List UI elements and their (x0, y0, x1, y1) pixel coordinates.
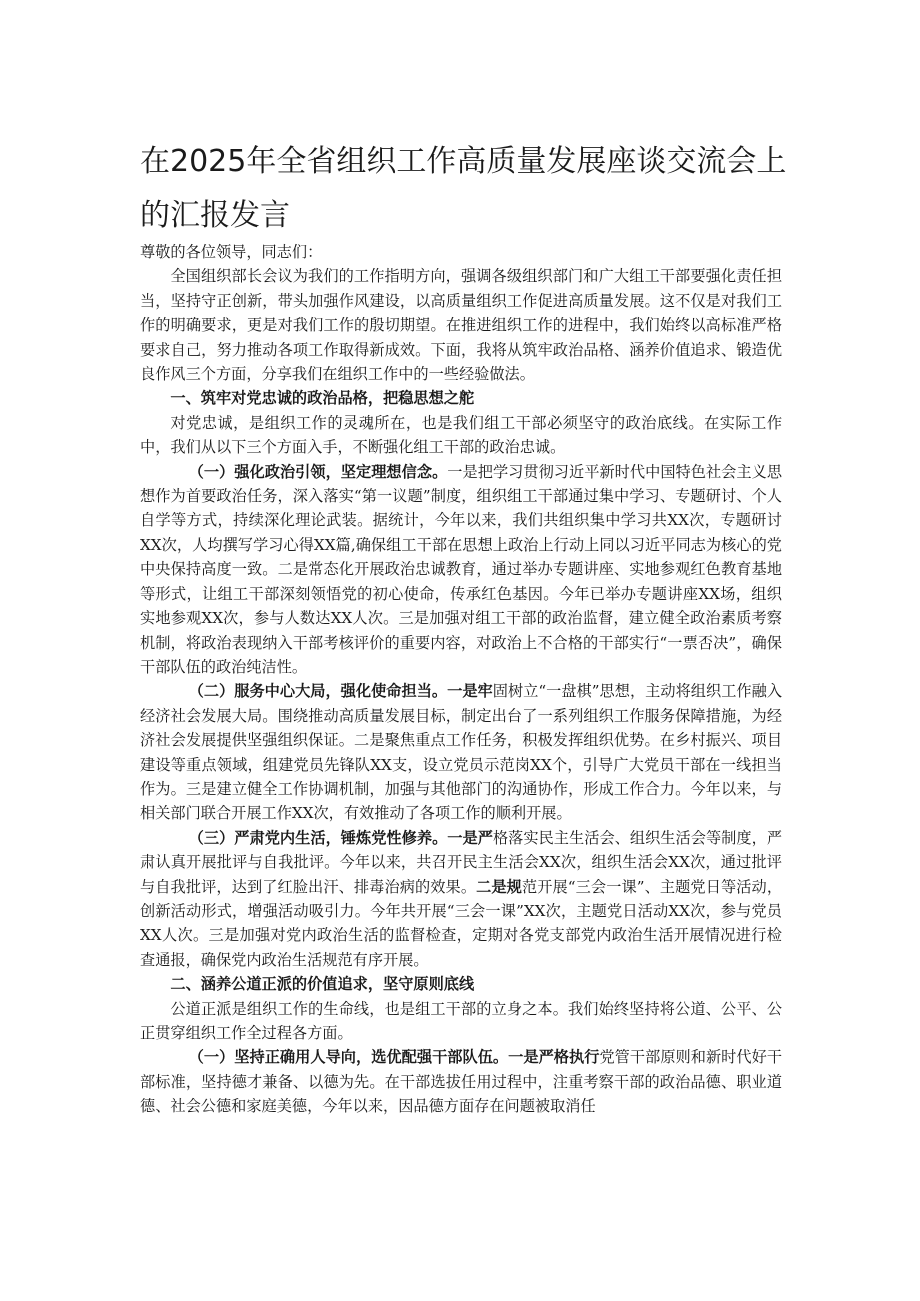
section1-item1 (140, 460, 782, 680)
section2-lead: 公道正派是组织工作的生命线，也是组工干部的立身之本。我们始终坚持将公道、公平、公正贯穿组织工作全过程各方面。 (140, 999, 782, 1042)
section2-item1-text: 党管干部原则和新时代好干部标准，坚持德才兼备、以德为先。在干部选拔任用过程中，注重考察干部的政治品德、职业道德、社会公德和家庭美德，今年以来，因品德方面存在问题被取消任 (140, 1048, 783, 1116)
section1-item3-text-a: 格落实民主生活会、组织生活会等制度，严肃认真开展批评与自我批评。今年以来，共召开民主生活会XX次，组织生活会XX次，通过批评与自我批评，达到了红脸出汗、排毒治病的效果。 (140, 828, 783, 896)
section1-item1-title: （一）强化政治引领，坚定理想信念。 (188, 462, 448, 481)
section2-heading: 二、涵养公道正派的价值追求，坚守原则底线 (170, 975, 475, 994)
section1-heading: 一、筑牢对党忠诚的政治品格，把稳思想之舵 (170, 389, 475, 408)
section1-item3-text-b: 范开展“三会一课”、主题党日等活动，创新活动形式，增强活动吸引力。今年共开展“三会一课”XX次，主题党日活动XX次，参与党员XX人次。三是加强对党内政治生活的监督检查，定期对各党支部党内政治生活开展情况进行检查通报，确保党内政治生活规范有序开展。 (140, 877, 783, 969)
document-body (140, 240, 782, 1119)
section1-item2-title: （二）服务中心大局，强化使命担当。一是牢 (188, 682, 493, 701)
section1-item2-text: 固树立“一盘棋”思想，主动将组织工作融入经济社会发展大局。围绕推动高质量发展目标，制定出台了一系列组织工作服务保障措施，为经济社会发展提供坚强组织保证。二是聚焦重点工作任务，积极发挥组织优势。在乡村振兴、项目建设等重点领域，组建党员先锋队XX支，设立党员示范岗XX个，引导广大党员干部在一线担当作为。三是建立健全工作协调机制，加强与其他部门的沟通协作，形成工作合力。今年以来，与相关部门联合开展工作XX次，有效推动了各项工作的顺利开展。 (140, 682, 783, 823)
section1-item2 (140, 679, 782, 825)
document-title: 在2025年全省组织工作高质量发展座谈交流会上的汇报发言 (140, 144, 787, 233)
section1-item3 (140, 826, 782, 972)
greeting: 尊敬的各位领导，同志们： (140, 243, 323, 261)
section1-item3-bold-b: 二是规 (476, 877, 522, 896)
intro-paragraph: 全国组织部长会议为我们的工作指明方向，强调各级组织部门和广大组工干部要强化责任担当，坚持守正创新，带头加强作风建设，以高质量组织工作促进高质量发展。这不仅是对我们工作的明确要求，更是对我们工作的殷切期望。在推进组织工作的进程中，我们始终以高标准严格要求自己，努力推动各项工作取得新成效。下面，我将从筑牢政治品格、涵养价值追求、锻造优良作风三个方面，分享我们在组织工作中的一些经验做法。 (140, 267, 782, 384)
section2-item1-title: （一）坚持正确用人导向，选优配强干部队伍。一是严格执行 (188, 1048, 600, 1067)
section1-item1-text: 一是把学习贯彻习近平新时代中国特色社会主义思想作为首要政治任务，深入落实“第一议题”制度，组织组工干部通过集中学习、专题研讨、个人自学等方式，持续深化理论武装。据统计，今年以来，我们共组织集中学习共XX次，专题研讨XX次，人均撰写学习心得XX篇,确保组工干部在思想上政治上行动上同以习近平同志为核心的党中央保持高度一致。二是常态化开展政治忠诚教育，通过举办专题讲座、实地参观红色教育基地等形式，让组工干部深刻领悟党的初心使命，传承红色基因。今年已举办专题讲座XX场，组织实地参观XX次，参与人数达XX人次。三是加强对组工干部的政治监督，建立健全政治素质考察机制，将政治表现纳入干部考核评价的重要内容，对政治上不合格的干部实行“一票否决”，确保干部队伍的政治纯洁性。 (140, 462, 783, 676)
section1-item3-title: （三）严肃党内生活，锤炼党性修养。一是严 (188, 828, 493, 847)
section2-item1 (140, 1045, 782, 1118)
section1-lead: 对党忠诚，是组织工作的灵魂所在，也是我们组工干部必须坚守的政治底线。在实际工作中，我们从以下三个方面入手，不断强化组工干部的政治忠诚。 (140, 413, 782, 457)
